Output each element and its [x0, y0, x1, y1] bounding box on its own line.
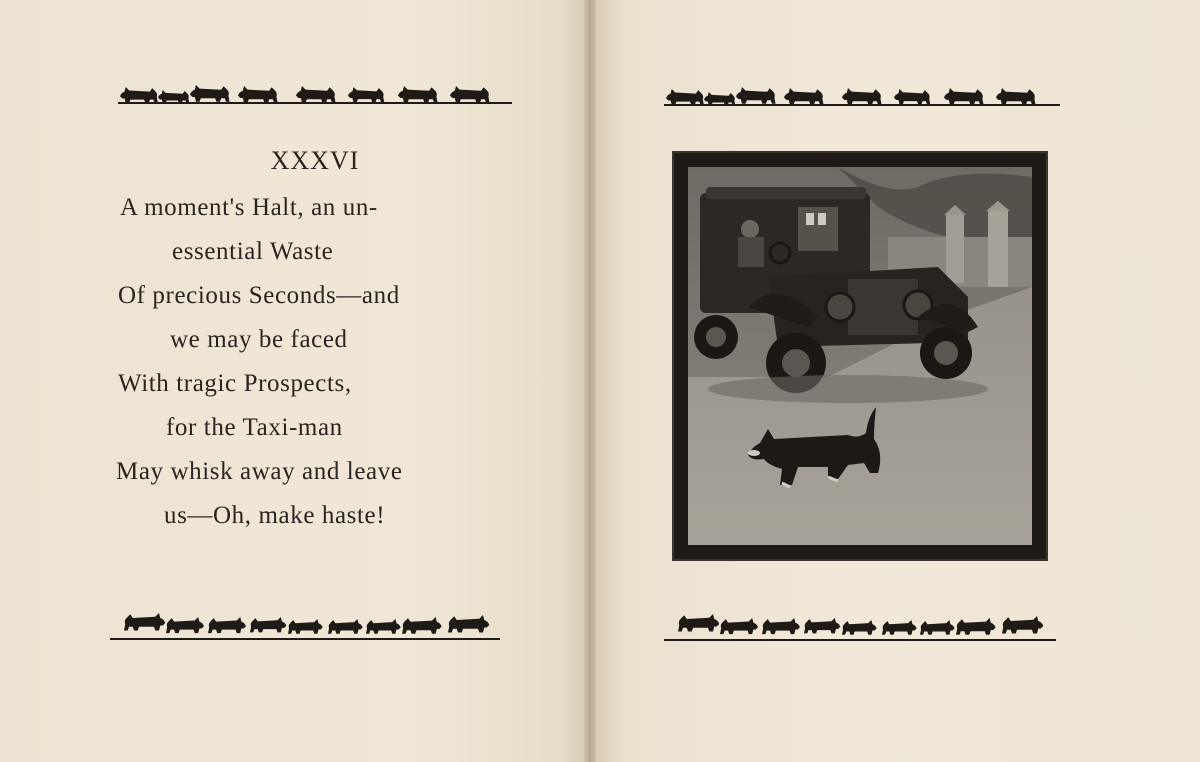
verse-line: we may be faced: [170, 326, 348, 353]
verse-line: A moment's Halt, an un-: [120, 194, 378, 221]
verse-line: With tragic Prospects,: [118, 370, 352, 397]
scottie-dog-frieze-bottom-right: [662, 608, 1062, 644]
taxi-and-scottie-illustration: [688, 167, 1032, 545]
book-gutter: [584, 0, 596, 762]
scottie-dog-frieze-top-left: [114, 74, 514, 106]
illustration: [688, 167, 1032, 545]
verse-line: essential Waste: [172, 238, 334, 265]
illustration-frame: [672, 151, 1048, 561]
scottie-dog-frieze-bottom-left: [108, 607, 508, 643]
verse-line: for the Taxi-man: [166, 414, 343, 441]
chapter-number: XXXVI: [270, 146, 360, 175]
verse-line: us—Oh, make haste!: [164, 502, 386, 529]
verse-line: May whisk away and leave: [116, 458, 403, 485]
verse-line: Of precious Seconds—and: [118, 282, 400, 309]
scottie-dog-frieze-top-right: [660, 76, 1064, 108]
